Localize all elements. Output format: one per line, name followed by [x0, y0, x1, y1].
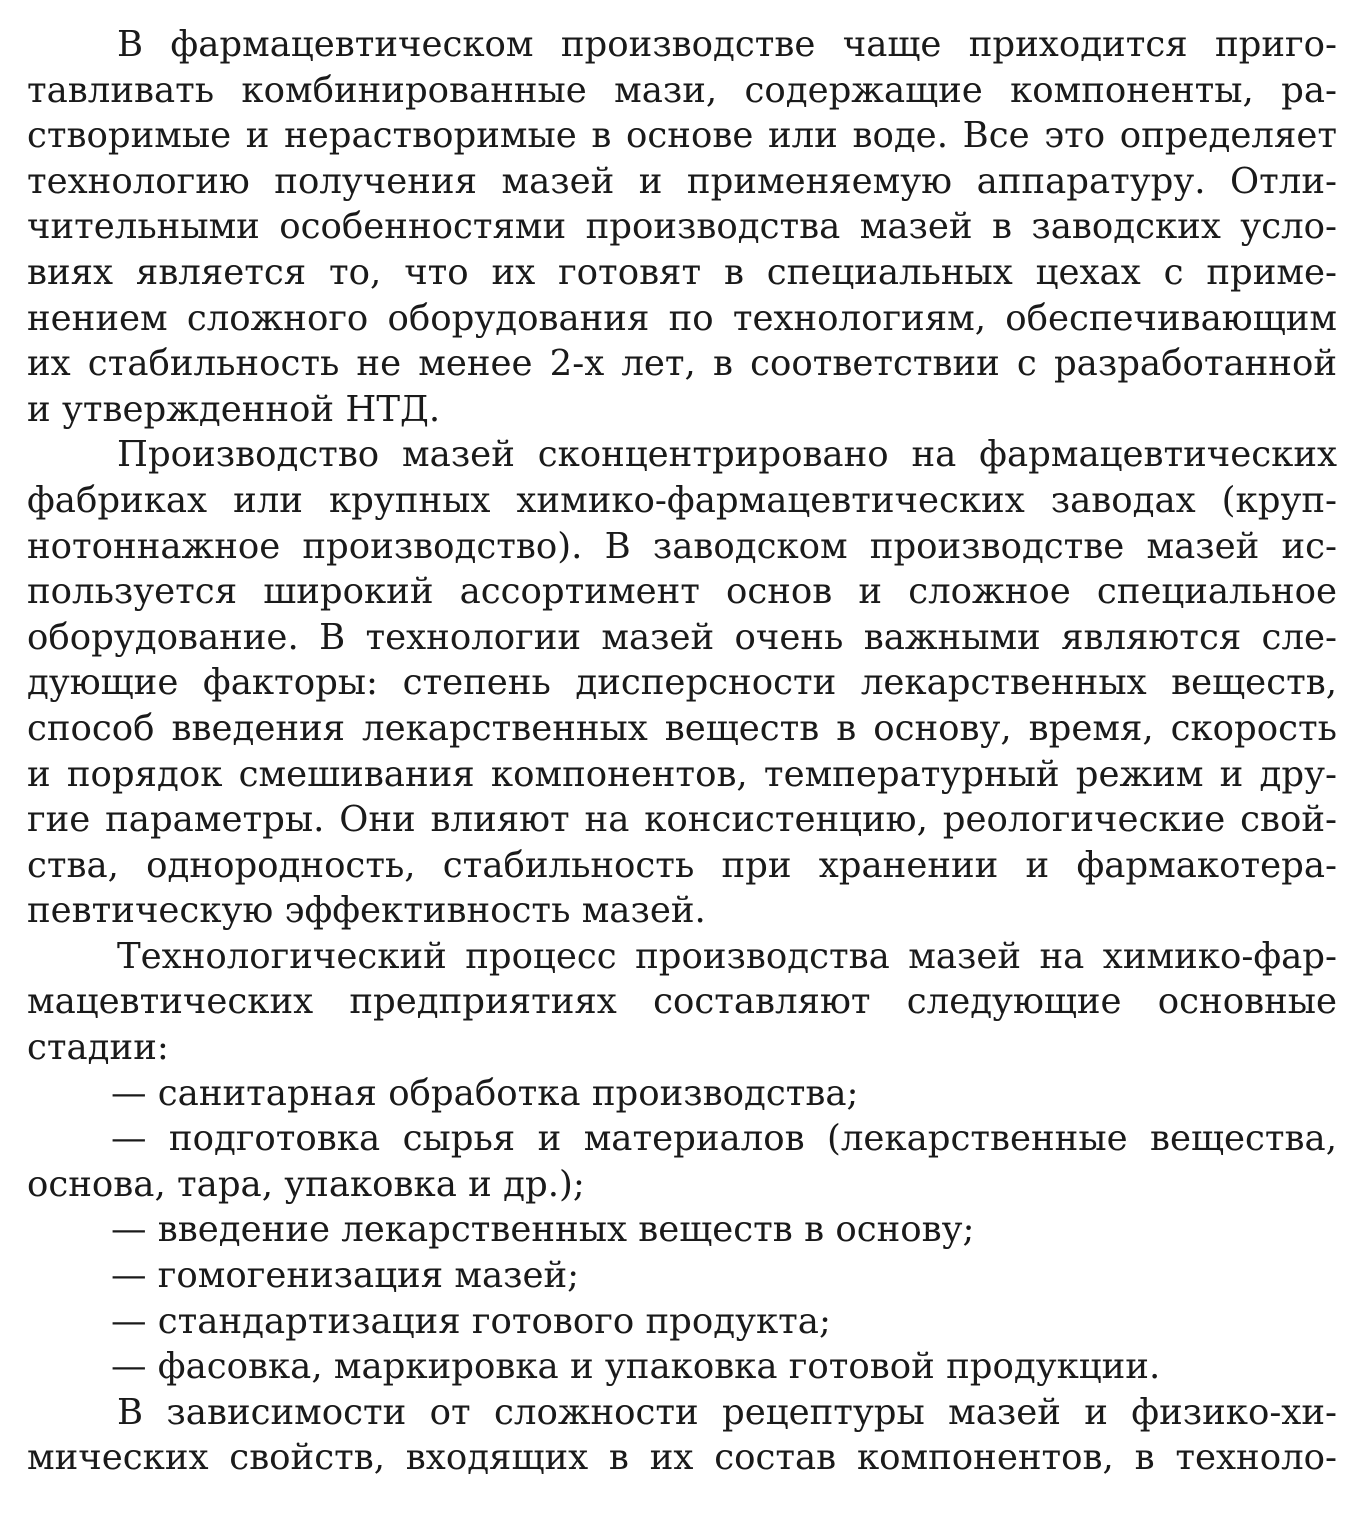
text-line: тавливать комбинированные мази, содержащие компоненты, ра-	[27, 69, 1337, 111]
list-item: — фасовка, маркировка и упаковка готовой продукции.	[111, 1346, 1161, 1388]
paragraph	[27, 934, 1337, 1071]
text-line: фабриках или крупных химико-фармацевтических заводах (круп-	[27, 479, 1337, 521]
text-line: В фармацевтическом производстве чаще приходится приго-	[117, 24, 1337, 65]
text-line: их стабильность не менее 2-х лет, в соответствии с разработанной	[27, 343, 1337, 385]
text-line: мацевтических предприятиях составляют следующие основные	[27, 981, 1337, 1023]
text-line: стадии:	[27, 1027, 169, 1069]
text-line: ства, однородность, стабильность при хранении и фармакотера-	[27, 844, 1337, 886]
text-line: Технологический процесс производства мазей на химико-фар-	[117, 935, 1337, 977]
text-line: чительными особенностями производства мазей в заводских усло-	[27, 206, 1337, 248]
text-line: способ введения лекарственных веществ в основу, время, скорость	[27, 707, 1337, 749]
list-item: — санитарная обработка производства;	[111, 1072, 859, 1114]
text-line: Производство мазей сконцентрировано на фармацевтических	[117, 434, 1337, 476]
text-line: нотоннажное производство). В заводском производстве мазей ис-	[27, 525, 1337, 567]
text-line: дующие факторы: степень дисперсности лекарственных веществ,	[27, 662, 1337, 704]
text-line: оборудование. В технологии мазей очень важными являются сле-	[27, 616, 1337, 658]
list-item: — введение лекарственных веществ в основу;	[111, 1209, 975, 1251]
text-line: виях является то, что их готовят в специальных цехах с приме-	[27, 251, 1337, 293]
paragraph	[27, 1390, 1337, 1481]
list-item-continuation: основа, тара, упаковка и др.);	[27, 1163, 585, 1205]
paragraph	[27, 432, 1337, 934]
list-item: — гомогенизация мазей;	[111, 1255, 580, 1297]
text-line: нением сложного оборудования по технологиям, обеспечивающим	[27, 297, 1337, 339]
text-line: и порядок смешивания компонентов, температурный режим и дру-	[27, 753, 1337, 795]
text-line: створимые и нерастворимые в основе или воде. Все это определяет	[27, 115, 1337, 157]
text-line: гие параметры. Они влияют на консистенцию, реологические свой-	[27, 799, 1337, 841]
stage-list	[27, 1071, 1337, 1390]
document-page	[27, 22, 1337, 1481]
text-line: В зависимости от сложности рецептуры мазей и физико-хи-	[117, 1391, 1337, 1433]
list-item: — стандартизация готового продукта;	[111, 1300, 831, 1342]
text-line: мических свойств, входящих в их состав компонентов, в техноло-	[27, 1437, 1337, 1479]
text-line: певтическую эффективность мазей.	[27, 890, 706, 932]
text-line: технологию получения мазей и применяемую аппаратуру. Отли-	[27, 160, 1337, 202]
list-item: — подготовка сырья и материалов (лекарственные вещества,	[111, 1118, 1337, 1160]
paragraph	[27, 22, 1337, 432]
text-line: и утвержденной НТД.	[27, 388, 441, 430]
text-line: пользуется широкий ассортимент основ и сложное специальное	[27, 571, 1337, 613]
